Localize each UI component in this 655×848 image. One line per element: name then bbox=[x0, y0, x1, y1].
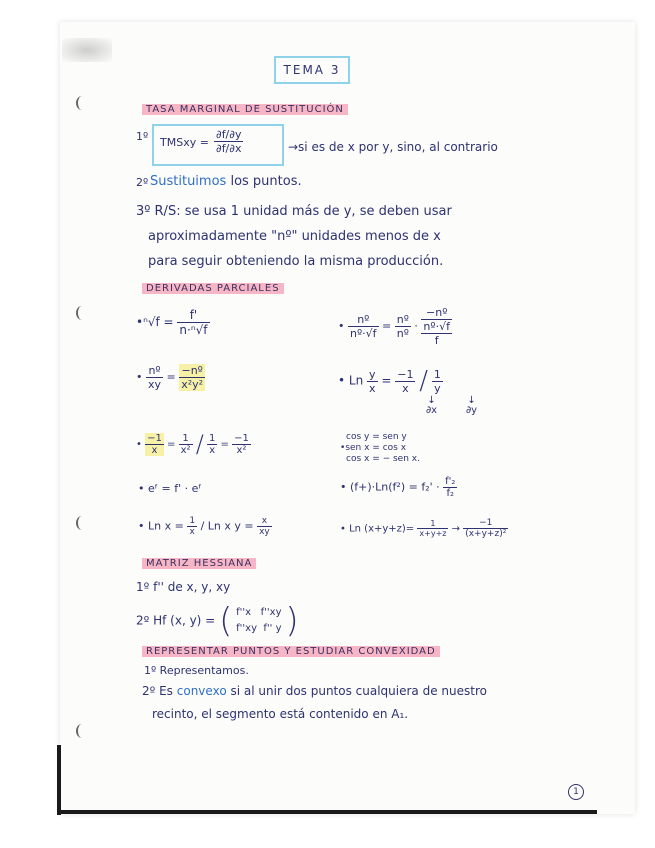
denominator: xy bbox=[148, 378, 162, 391]
fraction bbox=[395, 313, 411, 340]
deriv-exp-left: • eᶠ = f' · eᶠ bbox=[138, 482, 202, 495]
dy-label: ∂y bbox=[466, 405, 478, 416]
step2-rest: los puntos. bbox=[230, 174, 302, 189]
numerator: nº bbox=[348, 313, 379, 327]
arrow-dy: ↓ ∂y bbox=[466, 395, 478, 416]
deriv-quotient-left: • $\frac{\text{nº}}{xy}$ = $\frac{\text{−nº}}{\text{x²y²}}$ bbox=[136, 364, 204, 391]
numerator: 1 bbox=[189, 516, 196, 526]
numerator: 1 bbox=[179, 433, 193, 445]
trig-line-2: •sen x = cos x bbox=[340, 443, 407, 453]
fraction bbox=[145, 433, 164, 456]
tms-formula-box bbox=[152, 124, 284, 166]
fraction bbox=[348, 313, 379, 340]
matrix-cell: f''xy bbox=[236, 623, 258, 634]
fraction bbox=[187, 516, 197, 537]
numerator: y bbox=[369, 367, 376, 381]
numerator: 1 bbox=[417, 519, 448, 529]
denominator: x bbox=[369, 381, 376, 395]
fraction bbox=[177, 308, 209, 337]
fraction bbox=[179, 433, 193, 456]
denominator: nº·√f bbox=[423, 320, 450, 333]
binder-hole bbox=[76, 96, 88, 110]
exp-expression: eᶠ = f' · eᶠ bbox=[148, 482, 202, 495]
ln-sum-expression: Ln (x+y+z)= bbox=[349, 523, 415, 535]
denominator: xy bbox=[259, 527, 270, 537]
denominator: x+y+z bbox=[419, 529, 447, 538]
step3-line1: 3º R/S: se usa 1 unidad más de y, se deben usar bbox=[136, 204, 452, 219]
denominator: x bbox=[209, 444, 216, 456]
numerator: 1 bbox=[433, 367, 441, 381]
numerator: nº bbox=[396, 313, 409, 326]
step3-line3: para seguir obteniendo la misma producción. bbox=[148, 254, 444, 269]
page-shadow-bottom bbox=[57, 810, 597, 814]
fraction bbox=[179, 364, 205, 391]
highlight-word: Sustituimos bbox=[150, 174, 227, 189]
fraction bbox=[367, 368, 378, 395]
fraction bbox=[443, 476, 457, 499]
matrix-cell: f'' y bbox=[263, 623, 282, 634]
convexidad-line1: 1º Representamos. bbox=[144, 664, 249, 677]
fraction bbox=[432, 368, 443, 395]
page-shadow-left bbox=[57, 745, 61, 815]
step3-line2: aproximadamente "nº" unidades menos de x bbox=[148, 229, 441, 244]
trig-text: sen x = cos x bbox=[345, 443, 407, 453]
trig-line-3: cos x = − sen x. bbox=[346, 454, 420, 464]
hessiana-lhs: 2º Hf (x, y) = bbox=[136, 613, 216, 628]
highlight-word: convexo bbox=[176, 684, 227, 698]
denominator: x² bbox=[236, 444, 247, 456]
hessiana-line1: 1º f'' de x, y, xy bbox=[136, 580, 231, 594]
convexidad-lead: 2º Es bbox=[142, 684, 173, 698]
dx-label: ∂x bbox=[426, 405, 438, 416]
denominator: x bbox=[402, 381, 409, 395]
tms-denominator: ∂f/∂x bbox=[216, 142, 242, 155]
fraction bbox=[207, 433, 217, 456]
numerator: f'₂ bbox=[445, 476, 456, 487]
denominator: nº bbox=[396, 327, 409, 340]
denominator: x bbox=[151, 444, 158, 456]
fraction bbox=[232, 433, 251, 456]
numerator: −nº bbox=[421, 306, 452, 320]
numerator: 1 bbox=[208, 432, 216, 444]
fraction bbox=[463, 518, 508, 539]
ln-square-expression: (f+)·Ln(f²) = f₂' · bbox=[350, 480, 440, 494]
denominator: f₂ bbox=[446, 488, 455, 499]
numerator: f' bbox=[177, 308, 209, 323]
numerator: −nº bbox=[179, 364, 205, 378]
denominator: n·ⁿ√f bbox=[179, 323, 208, 337]
matrix-body bbox=[236, 605, 281, 637]
step-number: 1º bbox=[136, 130, 149, 143]
fraction bbox=[146, 364, 163, 391]
binder-hole bbox=[76, 306, 88, 320]
tms-lhs: TMSxy = bbox=[160, 136, 209, 149]
numerator: nº bbox=[146, 364, 163, 378]
deriv-ln-right: • Ln $\frac{y}{x}$ = $\frac{-1}{x}$ / $\frac{1}{y}$ bbox=[338, 366, 441, 396]
fraction bbox=[417, 519, 448, 538]
denominator: (x+y+z)² bbox=[465, 529, 507, 539]
numerator: x bbox=[257, 516, 272, 527]
page-title: TEMA 3 bbox=[274, 56, 350, 84]
root-expression: ⁿ√f bbox=[143, 315, 160, 329]
denominator: nº·√f bbox=[350, 327, 377, 340]
deriv-root-left: •ⁿ√f = $\frac{f'}{\text{n·ⁿ√f}}$ bbox=[136, 308, 208, 337]
trig-line-1: cos y = sen y bbox=[346, 432, 407, 442]
page-smudge bbox=[62, 38, 112, 62]
tms-numerator: ∂f/∂y bbox=[216, 128, 242, 141]
deriv-reciprocal-left: • $\frac{-1}{x}$ = $\frac{1}{\text{x²}}$ / $\frac{1}{x}$ = $\frac{-1}{\text{x²}}$ bbox=[136, 430, 249, 458]
section-header-convexidad: REPRESENTAR PUNTOS Y ESTUDIAR CONVEXIDAD bbox=[142, 646, 440, 657]
matrix-cell: f''xy bbox=[260, 607, 282, 618]
numerator: −1 bbox=[463, 518, 508, 529]
tms-note: →si es de x por y, sino, al contrario bbox=[288, 140, 498, 154]
ln-label: Ln bbox=[348, 373, 364, 388]
section-header-tms: TASA MARGINAL DE SUSTITUCIÓN bbox=[142, 104, 348, 115]
fraction bbox=[421, 306, 452, 347]
binder-hole bbox=[76, 724, 88, 738]
binder-hole bbox=[76, 516, 88, 530]
denominator: x²y² bbox=[181, 378, 204, 391]
page-number: 1 bbox=[568, 784, 584, 800]
arrow-dx: ↓ ∂x bbox=[426, 395, 438, 416]
hessiana-matrix: 2º Hf (x, y) = ( f''x f''xy f''xy f'' y ) bbox=[136, 601, 299, 641]
fraction bbox=[257, 516, 272, 537]
denominator: y bbox=[434, 381, 441, 395]
tms-fraction bbox=[214, 128, 243, 155]
matrix-cell: f''x bbox=[236, 607, 252, 618]
section-header-hessiana: MATRIZ HESSIANA bbox=[142, 558, 256, 569]
section-header-derivadas: DERIVADAS PARCIALES bbox=[142, 283, 284, 294]
denominator: f bbox=[434, 334, 439, 347]
convexidad-line2 bbox=[142, 684, 487, 698]
convexidad-rest: si al unir dos puntos cualquiera de nuestro bbox=[230, 684, 487, 698]
fraction bbox=[395, 368, 415, 395]
denominator: x² bbox=[180, 444, 191, 456]
numerator: −1 bbox=[397, 367, 414, 381]
ln-x-expression: Ln x = bbox=[148, 519, 184, 533]
numerator: −1 bbox=[147, 432, 162, 444]
step-number: 2º bbox=[136, 176, 149, 189]
deriv-root-right: • $\frac{\text{nº}}{\text{nº·√f}}$ = $\frac{\text{nº}}{\text{nº}}$ · −nº nº·√f f bbox=[338, 306, 450, 347]
denominator: x bbox=[189, 527, 195, 537]
deriv-ln-sum-right: • Ln (x+y+z)= $\frac{1}{x+y+z}$ → $\frac{-1}{\text{(x+y+z)²}}$ bbox=[340, 518, 507, 539]
ln-xy-expression: / Ln x y = bbox=[200, 519, 254, 533]
numerator: −1 bbox=[234, 432, 249, 444]
step2-text bbox=[150, 174, 302, 189]
deriv-ln-left: • Ln x = $\frac{1}{x}$ / Ln x y = $\frac{x}{xy}$ bbox=[138, 516, 270, 537]
convexidad-line3: recinto, el segmento está contenido en A₁. bbox=[152, 707, 409, 721]
deriv-ln-square-right: • (f+)·Ln(f²) = f₂' · $\frac{\text{f'₂}}{\text{f₂}}$ bbox=[340, 476, 456, 499]
